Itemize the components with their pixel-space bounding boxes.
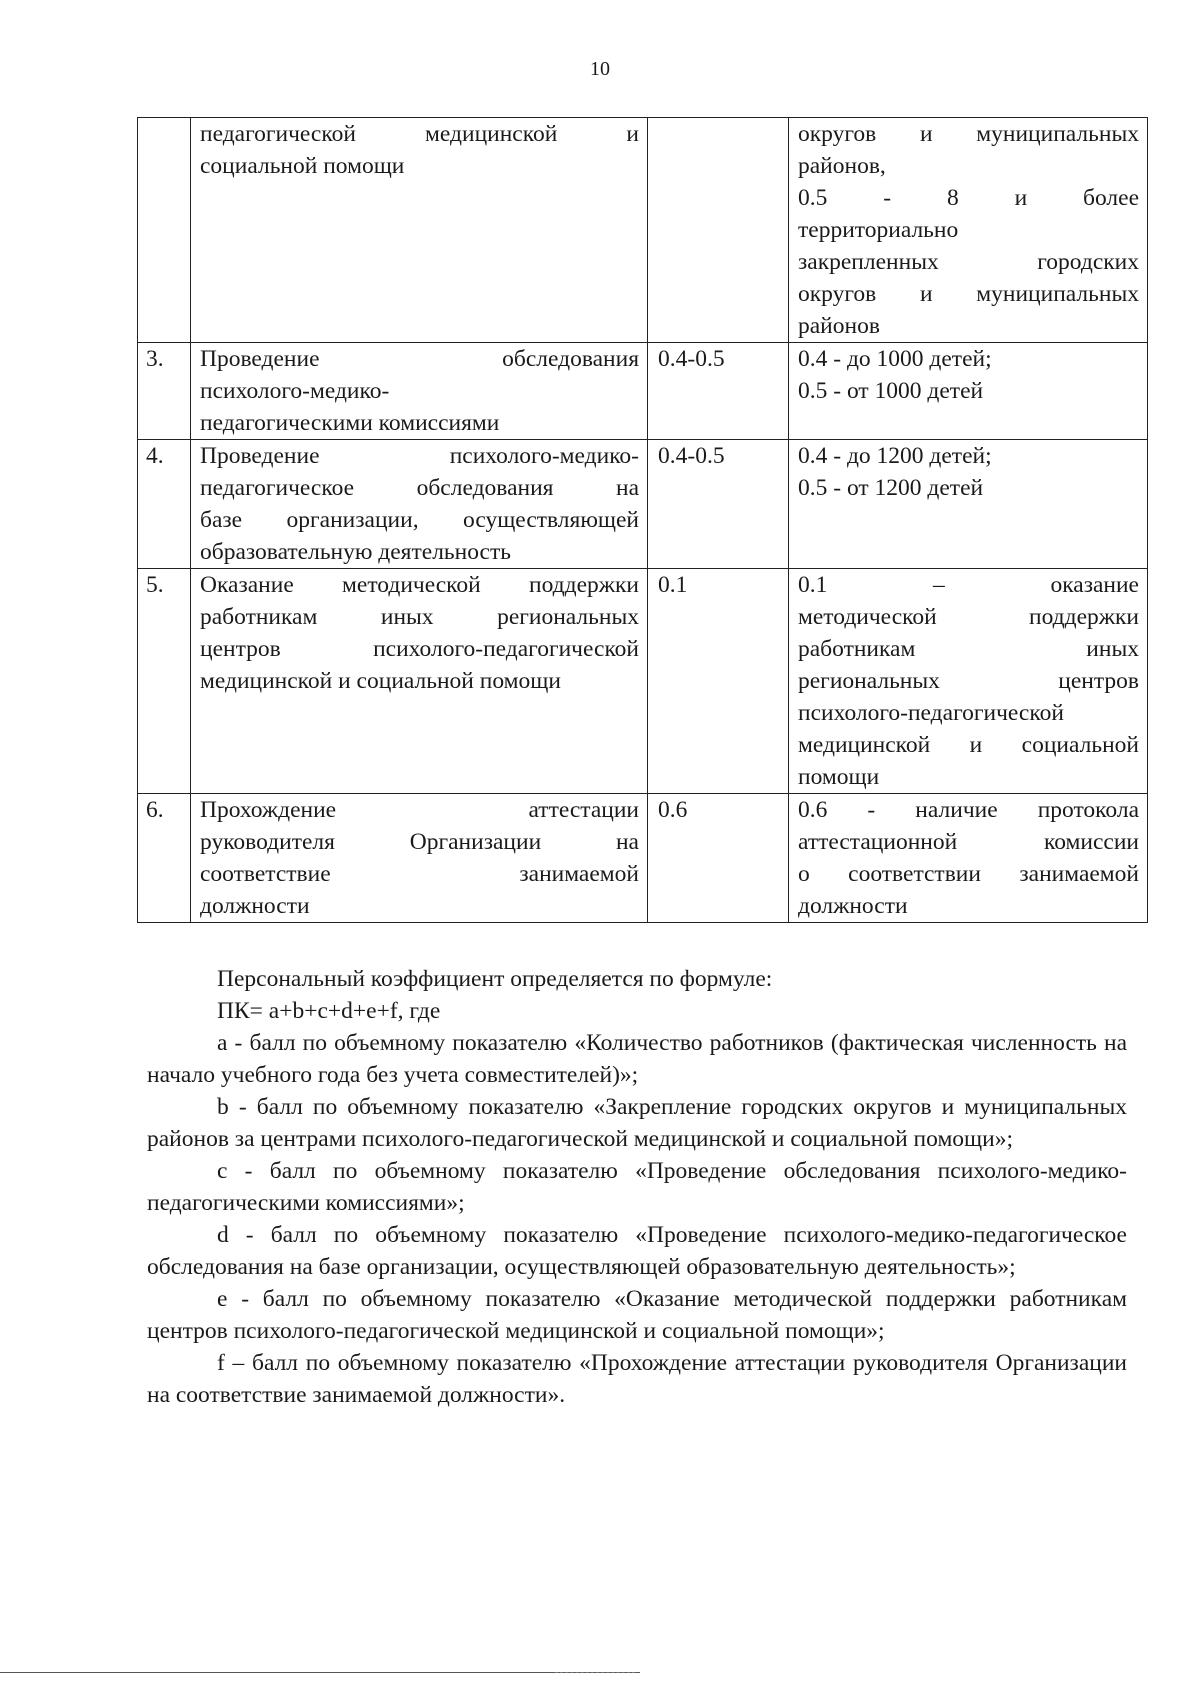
score-cell bbox=[789, 343, 1148, 440]
score-line: районов bbox=[798, 313, 880, 339]
indicator-line: базе организации, осуществляющей bbox=[200, 507, 639, 533]
indicator-line: должности bbox=[200, 893, 310, 919]
indicator-cell bbox=[191, 440, 648, 569]
table-row bbox=[138, 440, 1148, 569]
indicator-cell bbox=[191, 118, 648, 343]
score-line: 0.5 - от 1200 детей bbox=[798, 475, 984, 501]
score-line: помощи bbox=[798, 764, 880, 790]
formula-description bbox=[147, 963, 1127, 1411]
indicator-line: педагогическое обследования на bbox=[200, 475, 639, 501]
indicator-line: работникам иных региональных bbox=[200, 604, 639, 630]
row-number: 6. bbox=[138, 794, 191, 923]
score-line: медицинской и социальной bbox=[798, 732, 1139, 758]
indicator-cell bbox=[191, 569, 648, 794]
score-line: 0.6 - наличие протокола bbox=[798, 797, 1139, 823]
row-number: 3. bbox=[138, 343, 191, 440]
score-line: 0.4 - до 1200 детей; bbox=[798, 443, 992, 469]
table-row bbox=[138, 343, 1148, 440]
indicator-line: образовательную деятельность bbox=[200, 539, 511, 565]
table-row bbox=[138, 569, 1148, 794]
score-line: районов, bbox=[798, 153, 886, 179]
score-line: округов и муниципальных bbox=[798, 121, 1139, 147]
indicator-line: Проведение психолого-медико- bbox=[200, 443, 639, 469]
formula-item-a: a - балл по объемному показателю «Количество работников (фактическая численность на начало учебного года без учета совместителей)»; bbox=[147, 1030, 1127, 1088]
indicator-table bbox=[137, 117, 1148, 923]
formula-item-e: e - балл по объемному показателю «Оказание методической поддержки работникам центров психолого-педагогической медицинской и социальной помощи»; bbox=[147, 1286, 1127, 1344]
indicator-line: психолого-медико- bbox=[200, 378, 390, 404]
row-number: 5. bbox=[138, 569, 191, 794]
score-line: должности bbox=[798, 893, 908, 919]
indicator-line: Проведение обследования bbox=[200, 346, 639, 372]
footer-rule bbox=[0, 1672, 640, 1673]
score-line: методической поддержки bbox=[798, 604, 1139, 630]
indicator-line: руководителя Организации на bbox=[200, 829, 639, 855]
indicator-line: педагогическими комиссиями bbox=[200, 410, 500, 436]
footer-rule-dashed bbox=[555, 1672, 635, 1673]
formula: ПК= a+b+c+d+e+f, где bbox=[217, 998, 441, 1024]
table-body bbox=[138, 118, 1148, 923]
coefficient-cell: 0.1 bbox=[648, 569, 789, 794]
coefficient-cell: 0.4-0.5 bbox=[648, 343, 789, 440]
table-row bbox=[138, 118, 1148, 343]
score-line: психолого-педагогической bbox=[798, 700, 1064, 726]
indicator-line: центров психолого-педагогической bbox=[200, 636, 639, 662]
row-number bbox=[138, 118, 191, 343]
coefficient-cell: 0.4-0.5 bbox=[648, 440, 789, 569]
score-line: закрепленных городских bbox=[798, 249, 1139, 275]
formula-intro: Персональный коэффициент определяется по формуле: bbox=[217, 966, 773, 992]
page-number: 10 bbox=[590, 58, 610, 80]
indicator-line: социальной помощи bbox=[200, 153, 405, 179]
score-line: 0.5 - от 1000 детей bbox=[798, 378, 984, 404]
score-cell bbox=[789, 118, 1148, 343]
table-row bbox=[138, 794, 1148, 923]
score-line: аттестационной комиссии bbox=[798, 829, 1139, 855]
coefficient-cell: 0.6 bbox=[648, 794, 789, 923]
indicator-line: соответствие занимаемой bbox=[200, 861, 639, 887]
score-line: округов и муниципальных bbox=[798, 281, 1139, 307]
score-line: работникам иных bbox=[798, 636, 1139, 662]
formula-item-d: d - балл по объемному показателю «Проведение психолого-медико-педагогическое обследования на базе организации, осуществляющей образовательную деятельность»; bbox=[147, 1222, 1127, 1280]
indicator-line: педагогической медицинской и bbox=[200, 121, 639, 147]
coefficient-cell bbox=[648, 118, 789, 343]
formula-item-c: c - балл по объемному показателю «Проведение обследования психолого-медико-педагогическими комиссиями»; bbox=[147, 1158, 1127, 1216]
formula-item-b: b - балл по объемному показателю «Закрепление городских округов и муниципальных районов за центрами психолого-педагогической медицинской и социальной помощи»; bbox=[147, 1094, 1127, 1152]
indicator-line: Прохождение аттестации bbox=[200, 797, 639, 823]
indicator-line: Оказание методической поддержки bbox=[200, 572, 639, 598]
formula-item-f: f – балл по объемному показателю «Прохождение аттестации руководителя Организации на соответствие занимаемой должности». bbox=[147, 1350, 1127, 1408]
indicator-cell bbox=[191, 794, 648, 923]
score-line: региональных центров bbox=[798, 668, 1139, 694]
score-line: 0.5 - 8 и более bbox=[798, 185, 1139, 211]
score-line: о соответствии занимаемой bbox=[798, 861, 1139, 887]
score-cell bbox=[789, 794, 1148, 923]
score-line: 0.1 – оказание bbox=[798, 572, 1139, 598]
score-cell bbox=[789, 569, 1148, 794]
score-line: территориально bbox=[798, 217, 959, 243]
row-number: 4. bbox=[138, 440, 191, 569]
indicator-line: медицинской и социальной помощи bbox=[200, 668, 561, 694]
score-cell bbox=[789, 440, 1148, 569]
score-line: 0.4 - до 1000 детей; bbox=[798, 346, 992, 372]
indicator-cell bbox=[191, 343, 648, 440]
